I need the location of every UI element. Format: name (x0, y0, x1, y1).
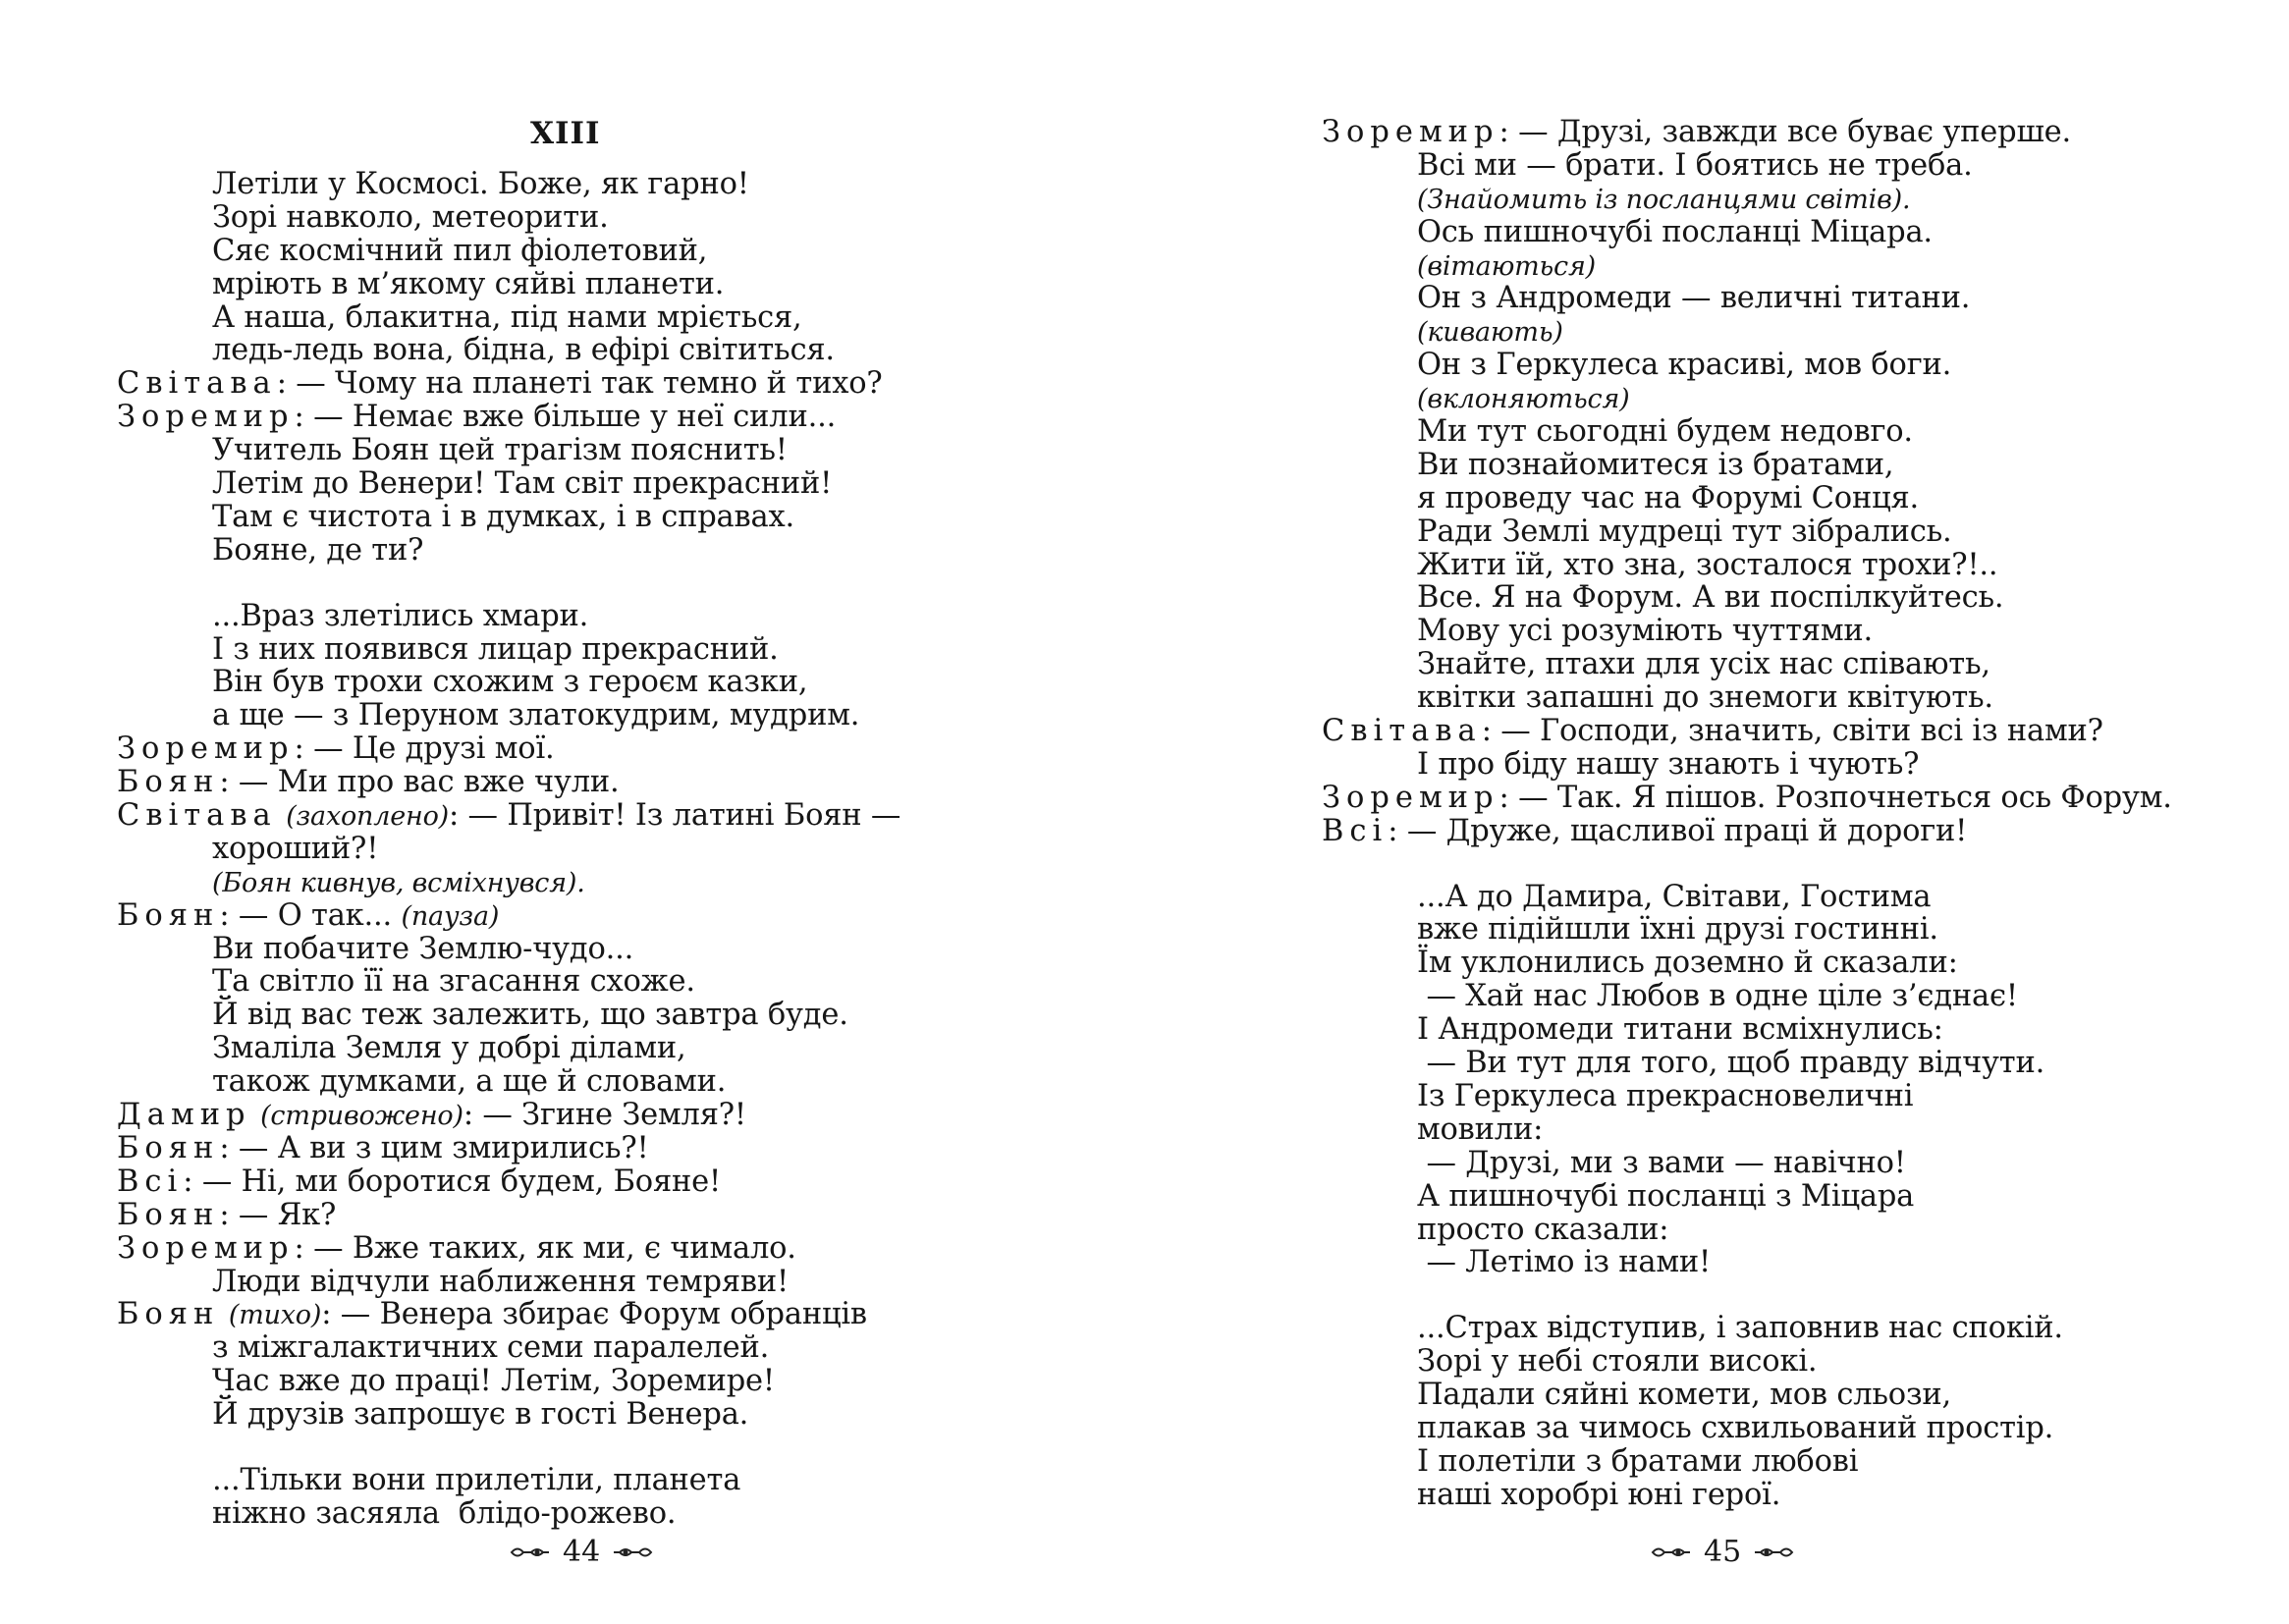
line-text: також думками, а ще й словами. (212, 1064, 727, 1100)
verse-line (117, 334, 900, 367)
verse-line (117, 1232, 900, 1266)
line-text: з міжгалактичних семи паралелей. (212, 1330, 770, 1366)
line-text: : — Згине Земля?! (463, 1098, 746, 1133)
line-text: Ви познайомитеся із братами, (1417, 447, 1894, 482)
verse-line (1322, 1147, 2172, 1180)
line-text: : — Немає вже більше у неї сили... (294, 400, 837, 435)
verse-line (1322, 415, 2172, 449)
speaker-name: Світава (117, 798, 277, 834)
verse-line (1322, 1013, 2172, 1047)
speaker-name: Світава (117, 366, 277, 402)
line-text: Ми тут сьогодні будем недовго. (1417, 414, 1913, 450)
verse-line (117, 999, 900, 1032)
verse-line (117, 799, 900, 833)
line-text: — Ви тут для того, щоб правду відчути. (1417, 1046, 2045, 1081)
line-text: : — Друже, щасливої праці й дороги! (1388, 813, 1968, 848)
verse-line (117, 1398, 900, 1432)
verse-line (117, 866, 900, 899)
right-page-footer (1651, 1535, 1794, 1569)
speaker-name: Боян (117, 1197, 220, 1232)
line-text: — Друзі, ми з вами — навічно! (1417, 1145, 1906, 1180)
stage-direction: (вітаються) (1417, 250, 1596, 282)
verse-line (1322, 1345, 2172, 1379)
line-text: : — Це друзі мої. (294, 731, 555, 767)
line-text: : — Господи, значить, світи всі із нами? (1481, 714, 2103, 749)
line-text: : — Ні, ми боротися будем, Бояне! (183, 1164, 722, 1199)
line-text: наші хоробрі юні герої. (1417, 1477, 1781, 1512)
verse-line (1322, 815, 2172, 848)
verse-line (1322, 1080, 2172, 1113)
verse-line (1322, 449, 2172, 482)
verse-line (1322, 349, 2172, 382)
left-page-footer (510, 1535, 653, 1569)
verse-line (1322, 282, 2172, 315)
stanza-break (117, 568, 900, 600)
line-text: Час вже до праці! Летім, Зоремире! (212, 1364, 775, 1399)
verse-line (117, 467, 900, 501)
verse-line (117, 501, 900, 534)
line-text: Та світло її на згасання схоже. (212, 964, 695, 1000)
verse-line (117, 1165, 900, 1199)
line-text: : — Друзі, завжди все буває уперше. (1499, 115, 2071, 149)
line-text: ледь-ледь вона, бідна, в ефірі світиться. (212, 333, 835, 368)
verse-line (117, 168, 900, 201)
line-text: А наша, блакитна, під нами мріється, (212, 299, 802, 335)
line-text: Летіли у Космосі. Боже, як гарно! (212, 167, 749, 201)
line-text: квітки запашні до знемоги квітують. (1417, 680, 1993, 716)
stage-direction: (захоплено) (286, 801, 449, 833)
left-page-text (117, 168, 900, 1531)
left-page (0, 0, 1144, 1624)
verse-line (1322, 715, 2172, 748)
verse-line (117, 933, 900, 966)
line-text: Зорі навколо, метеорити. (212, 199, 609, 235)
stage-direction: (пауза) (401, 900, 500, 932)
verse-line (1322, 881, 2172, 914)
verse-line (1322, 615, 2172, 648)
line-text: — Хай нас Любов в одне ціле з’єднає! (1417, 979, 2018, 1014)
verse-line (1322, 748, 2172, 782)
verse-line (117, 301, 900, 335)
verse-line (1322, 782, 2172, 815)
line-text: Летім до Венери! Там світ прекрасний! (212, 466, 833, 502)
verse-line (1322, 1180, 2172, 1214)
verse-line (117, 1464, 900, 1497)
verse-line (1322, 116, 2172, 149)
verse-line (1322, 1246, 2172, 1279)
verse-line (117, 633, 900, 667)
line-text: Бояне, де ти? (212, 532, 424, 568)
stage-direction: (кивають) (1417, 317, 1563, 349)
line-text: : — Ми про вас вже чули. (219, 765, 620, 800)
line-text: Падали сяйні комети, мов сльози, (1417, 1378, 1951, 1413)
verse-line (117, 1331, 900, 1365)
ornament-right-icon (1753, 1543, 1794, 1561)
line-text: ...Тільки вони прилетіли, планета (212, 1462, 741, 1497)
line-text: Ви побачите Землю-чудо... (212, 931, 634, 966)
stage-direction: (Боян кивнув, всміхнувся). (212, 867, 585, 898)
line-text: Ось пишночубі посланці Міцара. (1417, 214, 1933, 249)
line-text: І про біду нашу знають і чують? (1417, 746, 1920, 782)
line-text: Змаліла Земля у добрі ділами, (212, 1031, 686, 1066)
line-text: плакав за чимось схвильований простір. (1417, 1410, 2054, 1445)
speaker-name: Боян (117, 1297, 220, 1332)
verse-line (1322, 1445, 2172, 1479)
line-text: І з них появився лицар прекрасний. (212, 631, 779, 667)
verse-line (117, 732, 900, 766)
verse-line (117, 699, 900, 732)
verse-line (1322, 216, 2172, 249)
verse-line (1322, 515, 2172, 549)
stage-direction: (вклоняються) (1417, 384, 1630, 415)
verse-line (1322, 1047, 2172, 1080)
line-text: Він був трохи схожим з героєм казки, (212, 665, 808, 700)
speaker-name: Дамир (117, 1098, 251, 1133)
line-text: Жити їй, хто зна, зосталося трохи?!.. (1417, 547, 1998, 582)
speaker-name: Боян (117, 897, 220, 933)
verse-line (1322, 1479, 2172, 1512)
line-text: Сяє космічний пил фіолетовий, (212, 233, 708, 268)
verse-line (1322, 1379, 2172, 1412)
speaker-name: Світава (1322, 714, 1482, 749)
verse-line (117, 534, 900, 568)
verse-line (1322, 1312, 2172, 1345)
line-text: ...А до Дамира, Світави, Гостима (1417, 879, 1932, 914)
page-number: 44 (563, 1535, 601, 1569)
verse-line (117, 1266, 900, 1299)
line-text: : — О так... (219, 897, 393, 933)
line-text: : — Так. Я пішов. Розпочнеться ось Форум. (1499, 780, 2172, 815)
speaker-name: Зоремир (1322, 780, 1499, 815)
line-text: вже підійшли їхні друзі гостинні. (1417, 912, 1938, 947)
line-text: я проведу час на Форумі Сонця. (1417, 480, 1920, 515)
line-text: : — Венера збирає Форум обранців (321, 1297, 867, 1332)
verse-line (117, 1199, 900, 1232)
verse-line (1322, 648, 2172, 681)
right-page-text (1322, 116, 2172, 1512)
stage-direction: (Знайомить із посланцями світів). (1417, 184, 1911, 215)
line-text: ...Враз злетілись хмари. (212, 598, 589, 633)
line-text: : — Вже таких, як ми, є чимало. (294, 1230, 796, 1266)
line-text: хороший?! (212, 831, 379, 866)
line-text: Люди відчули наближення темряви! (212, 1264, 790, 1299)
ornament-left-icon (1651, 1543, 1692, 1561)
verse-line (117, 666, 900, 699)
line-text: ніжно засяяла блідо-рожево. (212, 1495, 677, 1531)
stage-direction: (тихо) (228, 1300, 322, 1331)
stage-direction: (стривожено) (260, 1101, 463, 1132)
ornament-left-icon (510, 1543, 551, 1561)
verse-line (117, 1032, 900, 1065)
line-text: мовили: (1417, 1111, 1544, 1147)
verse-line (1322, 913, 2172, 947)
verse-line (117, 1298, 900, 1331)
line-text: І полетіли з братами любові (1417, 1443, 1859, 1479)
page-number: 45 (1704, 1535, 1742, 1569)
line-text: Он з Андромеди — величні титани. (1417, 281, 1971, 316)
verse-line (117, 235, 900, 268)
verse-line (117, 965, 900, 999)
verse-line (117, 1497, 900, 1531)
line-text: : — Як? (219, 1197, 337, 1232)
chapter-title: XIII (530, 116, 601, 151)
stanza-break (1322, 848, 2172, 881)
line-text: : — Привіт! Із латині Боян — (448, 798, 901, 834)
right-page (1144, 0, 2289, 1624)
verse-line (1322, 315, 2172, 349)
verse-line (117, 367, 900, 401)
speaker-name: Зоремир (117, 1230, 295, 1266)
line-text: ...Страх відступив, і заповнив нас спокій. (1417, 1311, 2063, 1346)
verse-line (117, 766, 900, 799)
verse-line (1322, 1214, 2172, 1247)
speaker-name: Всі (1322, 813, 1389, 848)
verse-line (117, 201, 900, 235)
verse-line (1322, 549, 2172, 582)
speaker-name: Всі (117, 1164, 184, 1199)
verse-line (1322, 382, 2172, 415)
line-text: Учитель Боян цей трагізм пояснить! (212, 433, 788, 468)
line-text: Й від вас теж залежить, що завтра буде. (212, 998, 848, 1033)
verse-line (1322, 183, 2172, 216)
line-text: Ради Землі мудреці тут зібрались. (1417, 514, 1952, 549)
verse-line (1322, 1412, 2172, 1445)
line-text: І Андромеди титани всміхнулись: (1417, 1012, 1943, 1048)
line-text: : — А ви з цим змирились?! (219, 1130, 649, 1165)
line-text: Мову усі розуміють чуттями. (1417, 614, 1873, 649)
verse-line (1322, 482, 2172, 515)
verse-line (117, 1132, 900, 1165)
verse-line (1322, 681, 2172, 715)
stanza-break (1322, 1279, 2172, 1312)
line-text: Із Геркулеса прекрасновеличні (1417, 1078, 1914, 1113)
line-text: Їм уклонились доземно й сказали: (1417, 946, 1958, 981)
verse-line (117, 401, 900, 434)
line-text: Й друзів запрошує в гості Венера. (212, 1397, 749, 1433)
line-text: Зорі у небі стояли високі. (1417, 1344, 1818, 1380)
line-text: а ще — з Перуном златокудрим, мудрим. (212, 698, 860, 733)
verse-line (117, 899, 900, 933)
verse-line (117, 1099, 900, 1132)
line-text: Там є чистота і в думках, і в справах. (212, 499, 794, 534)
speaker-name: Боян (117, 1130, 220, 1165)
line-text: мріють в м’якому сяйві планети. (212, 266, 725, 301)
speaker-name: Зоремир (117, 400, 295, 435)
verse-line (117, 600, 900, 633)
speaker-name: Зоремир (117, 731, 295, 767)
verse-line (1322, 1113, 2172, 1147)
verse-line (117, 1365, 900, 1398)
line-text: А пишночубі посланці з Міцара (1417, 1178, 1915, 1214)
verse-line (117, 268, 900, 301)
line-text: просто сказали: (1417, 1212, 1669, 1247)
verse-line (117, 1065, 900, 1099)
verse-line (117, 434, 900, 467)
line-text: Все. Я на Форум. А ви поспілкуйтесь. (1417, 580, 2004, 616)
line-text: Знайте, птахи для усіх нас співають, (1417, 647, 1990, 682)
speaker-name: Боян (117, 765, 220, 800)
verse-line (1322, 581, 2172, 615)
stanza-break (117, 1432, 900, 1464)
verse-line (1322, 249, 2172, 283)
verse-line (117, 833, 900, 866)
line-text: : — Чому на планеті так темно й тихо? (276, 366, 883, 402)
verse-line (1322, 947, 2172, 980)
ornament-right-icon (612, 1543, 653, 1561)
verse-line (1322, 980, 2172, 1013)
line-text: Всі ми — брати. І боятись не треба. (1417, 147, 1973, 183)
speaker-name: Зоремир (1322, 115, 1499, 149)
line-text: — Летімо із нами! (1417, 1245, 1712, 1280)
line-text: Он з Геркулеса красиві, мов боги. (1417, 348, 1952, 383)
verse-line (1322, 149, 2172, 183)
